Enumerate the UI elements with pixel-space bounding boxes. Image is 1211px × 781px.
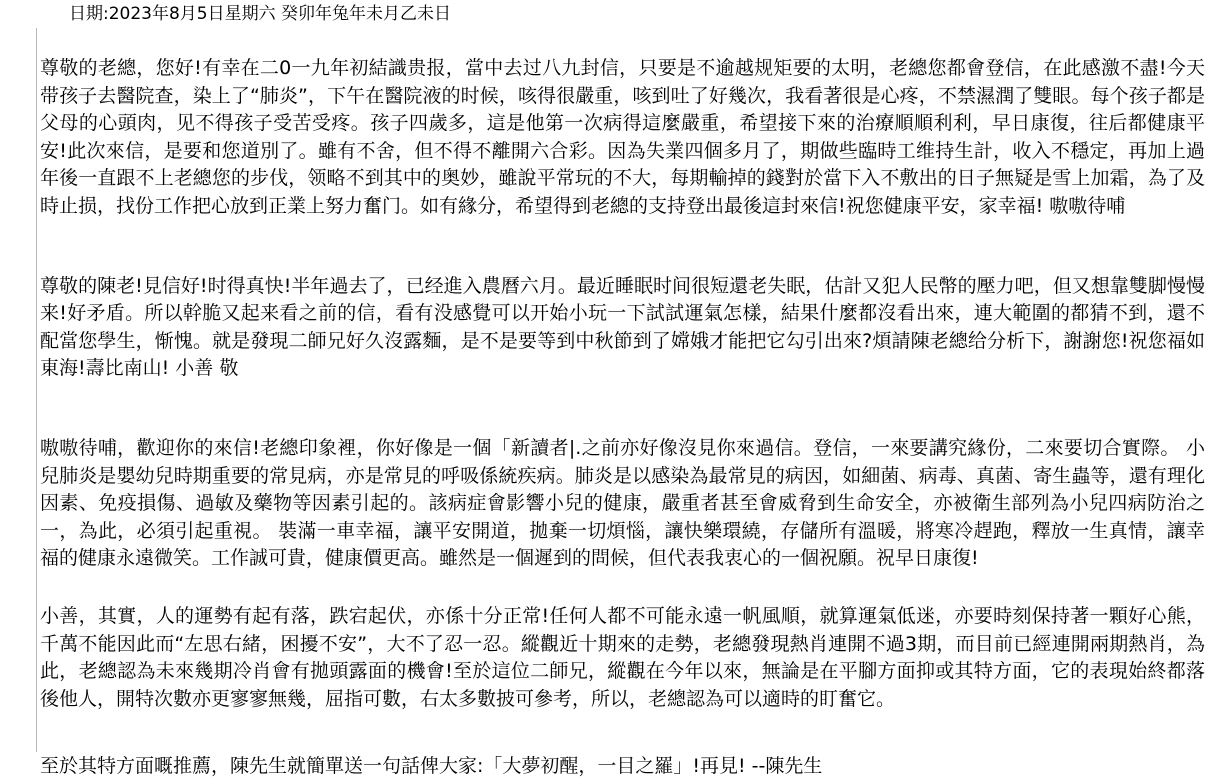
editor-reply-to-xiaoshan: 小善，其實，人的運勢有起有落，跌宕起伏，亦係十分正常!任何人都不可能永遠一帆風順，就算運氣低迷，亦要時刻保持著一顆好心熊，千萬不能因此而“左思右緒，困擾不安”，大不了忍一忍。縱觀近十期來的走勢，老總發現熱肖連開不過3期，而目前已經連開兩期熱肖，為此，老總認為未來幾期冷肖會有拋頭露面的機會!至於這位二師兄，縱觀在今年以來，無論是在平腳方面抑或其特方面，它的表現始終都落後他人，開特次數亦更寥寥無幾，屈指可數，右太多數披可參考，所以，老總認為可以適時的盯奮它。 xyxy=(40,604,1205,710)
left-vertical-rule xyxy=(36,28,37,752)
letter-content xyxy=(40,55,1205,781)
reader-letter-farewell: 尊敬的老總，您好!有幸在二0一九年初結識贵报，當中去过八九封信，只要是不逾越规矩要的太明，老總您都會登信，在此感激不盡!今天带孩子去醫院查，染上了“肺炎”，下午在醫院液的时候，咳得很嚴重，咳到吐了好幾次，我看著很是心疼，不禁濕潤了雙眼。每个孩子都是父母的心頭肉，见不得孩子受苦受疼。孩子四歲多，這是他第一次病得這麼嚴重，希望接下來的治療順順利利，早日康復，往后都健康平安!此次來信，是要和您道別了。雖有不舍，但不得不離開六合彩。因為失業四個多月了，期做些臨時工维持生計，收入不穩定，再加上過年後一直跟不上老總您的步伐，领略不到其中的奥妙，雖說平常玩的不大，每期輸掉的錢對於當下入不敷出的日子無疑是雪上加霜，為了及時止损，找份工作把心放到正業上努力奮门。如有緣分，希望得到老總的支持登出最後這封來信!祝您健康平安，家幸福! 嗷嗷待哺 xyxy=(40,57,1205,217)
reader-letter-xiaoshan: 尊敬的陳老!見信好!时得真快!半年過去了，已经進入農曆六月。最近睡眠时间很短還老失眠，估計又犯人民幣的壓力吧，但又想靠雙脚慢慢来!好矛盾。所以幹脆又起来看之前的信，看有没感覺可以开始小玩一下試試運氣怎樣，結果什麼都沒看出來，連大範圍的都猜不到，還不配當您學生，惭愧。就是發現二師兄好久沒露麵，是不是要等到中秋節到了嫦娥才能把它勾引出來?煩請陳老總给分析下，謝謝您!祝您福如東海!壽比南山! 小善 敬 xyxy=(40,274,1205,380)
editor-signoff: 至於其特方面嘅推薦，陳先生就簡單送一句話俾大家:「大夢初醒，一目之羅」!再見! --陳先生 xyxy=(40,755,823,778)
editor-reply-to-farewell: 嗷嗷待哺，歡迎你的來信!老總印象裡，你好像是一個「新讀者|.之前亦好像沒見你來過信。登信，一來要講究緣份，二來要切合實際。 小兒肺炎是嬰幼兒時期重要的常見病，亦是常見的呼吸係統疾病。肺炎是以感染為最常見的病因，如細菌、病毒、真菌、寄生蟲等，還有理化因素、免疫損傷、過敏及藥物等因素引起的。該病症會影響小兒的健康，嚴重者甚至會威脅到生命安全，亦被衛生部列為小兒四病防治之一，為此，必須引起重視。 裝滿一車幸福，讓平安開道，拋棄一切煩惱，讓快樂環繞，存儲所有溫暖，將寒冷趕跑，釋放一生真情，讓幸福的健康永遠微笑。工作誠可貴，健康價更高。雖然是一個遲到的問候，但代表我衷心的一個祝願。祝早日康復! xyxy=(40,436,1205,570)
date-line: 日期:2023年8月5日星期六 癸卯年兔年未月乙未日 xyxy=(69,4,452,24)
